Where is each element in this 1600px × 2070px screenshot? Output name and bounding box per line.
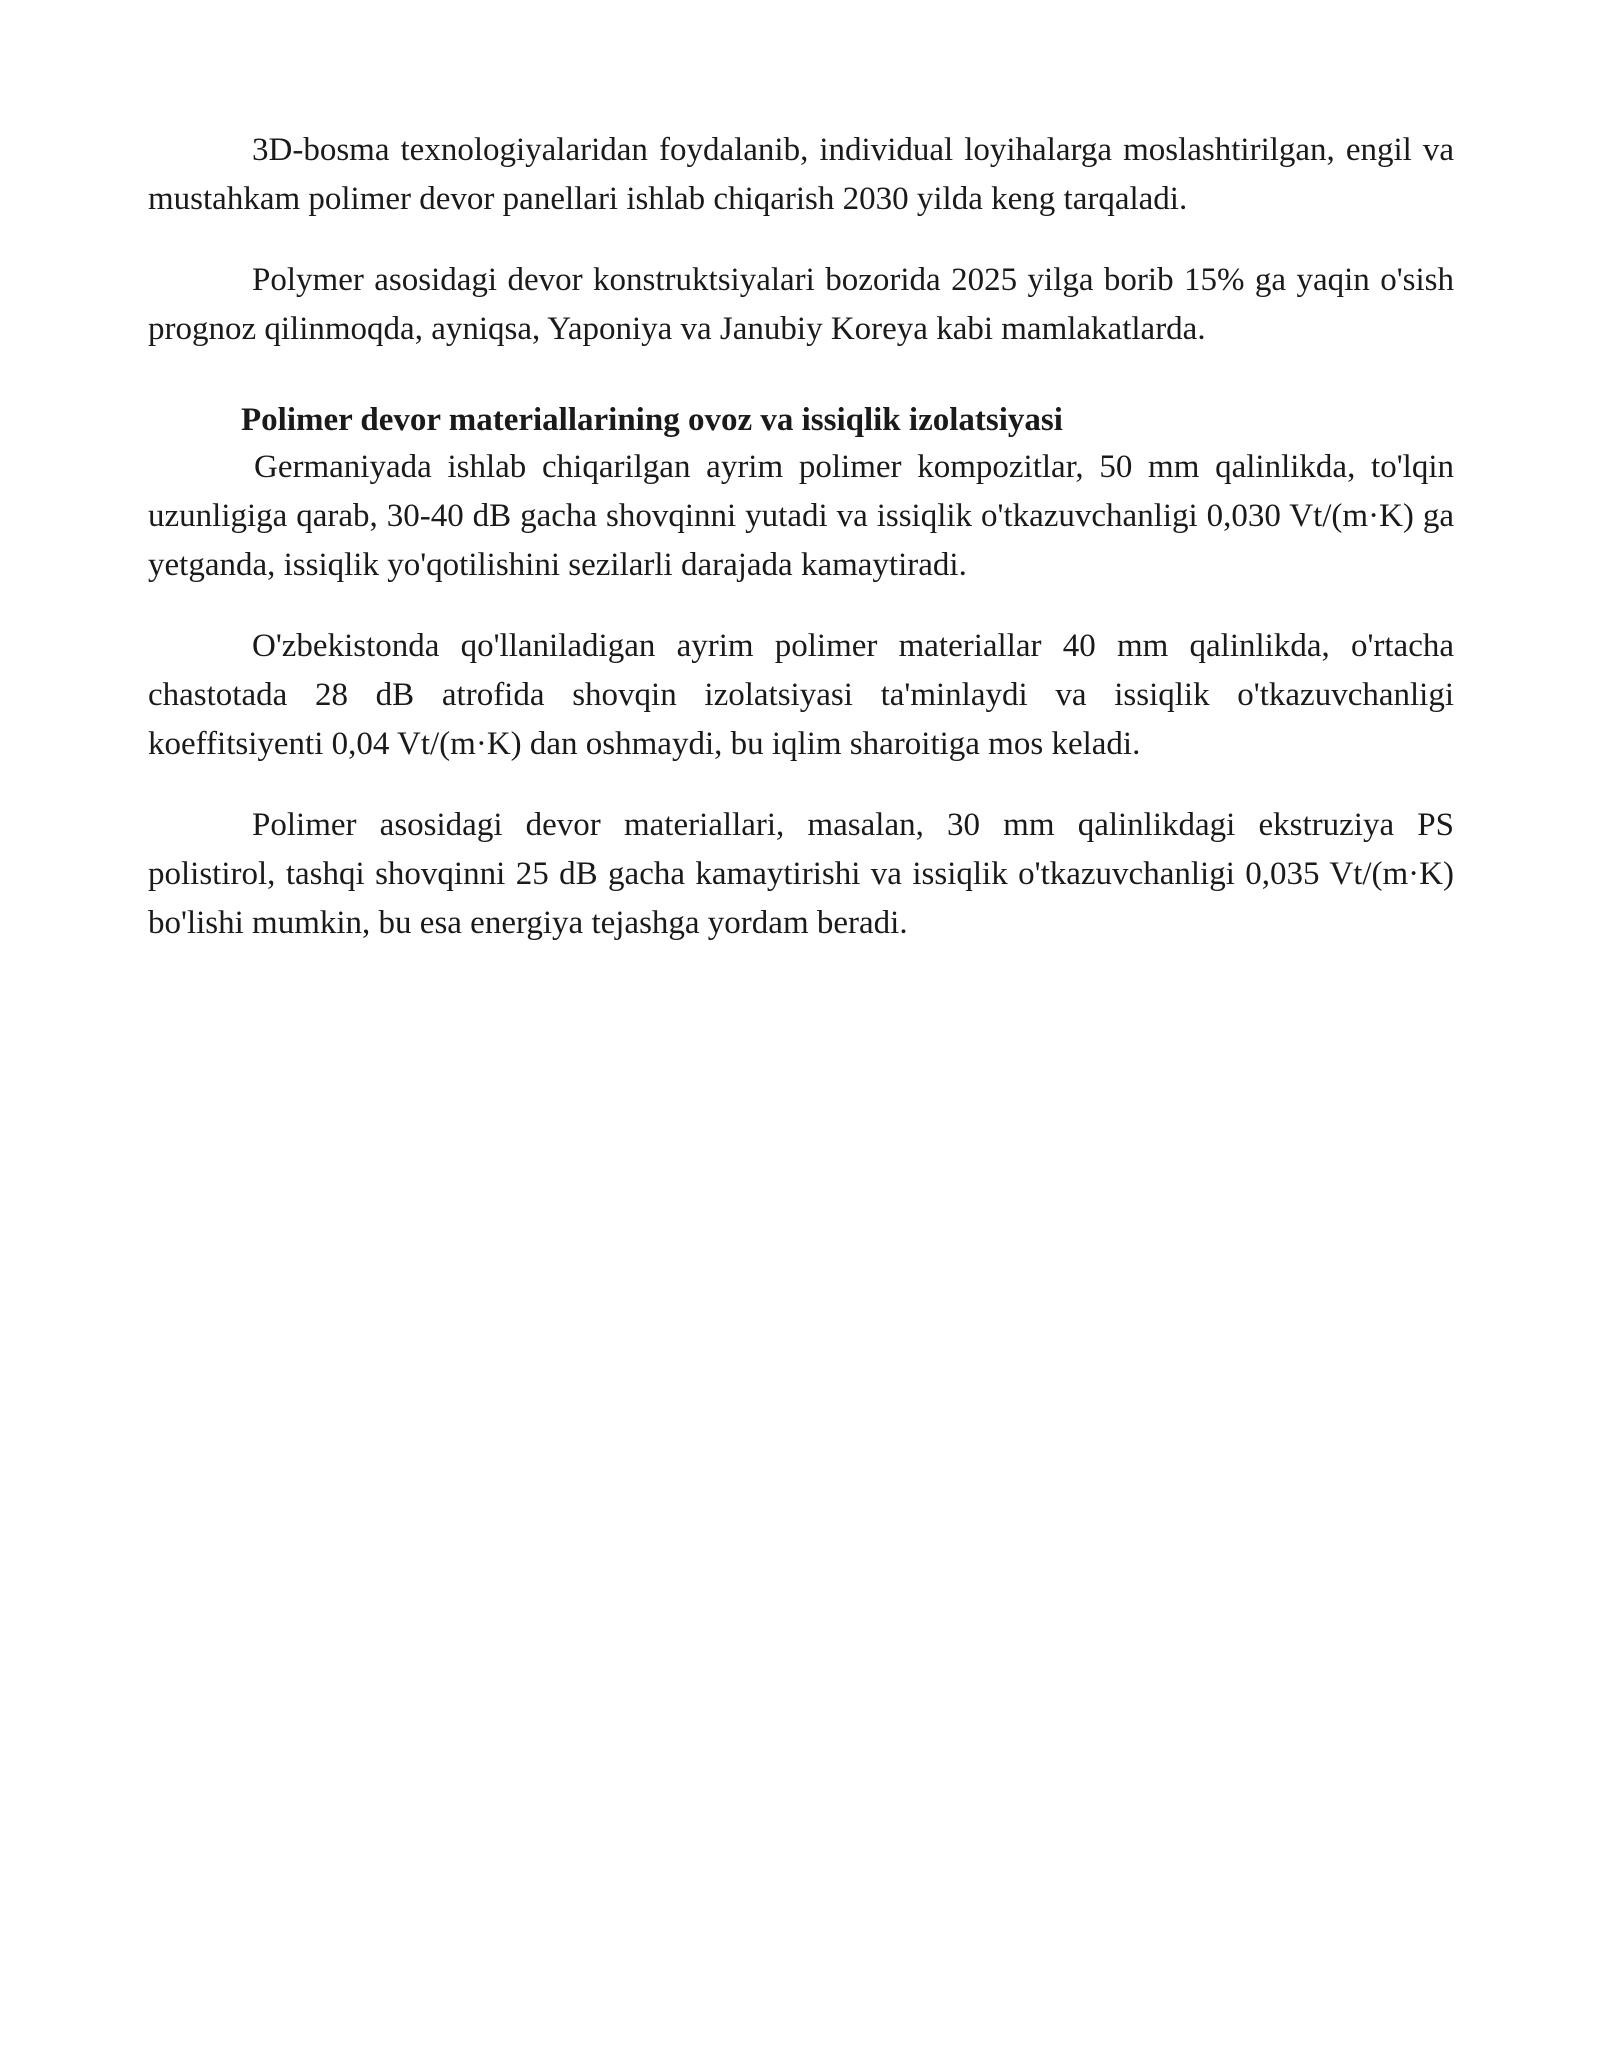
paragraph-spacer bbox=[148, 224, 1454, 256]
paragraph-spacer bbox=[148, 590, 1454, 622]
paragraph-polystyrene: Polimer asosidagi devor materiallari, masalan, 30 mm qalinlikdagi ekstruziya PS polistirol, tashqi shovqinni 25 dB gacha kamaytirishi va issiqlik o'tkazuvchanligi 0,035 Vt/(m·K) bo'lishi mumkin, bu esa energiya tejashga yordam beradi. bbox=[148, 807, 1454, 941]
paragraph-uzbekistan: O'zbekistonda qo'llaniladigan ayrim polimer materiallar 40 mm qalinlikda, o'rtacha chastotada 28 dB atrofida shovqin izolatsiyasi ta'minlaydi va issiqlik o'tkazuvchanligi koeffitsiyenti 0,04 Vt/(m·K) dan oshmaydi, bu iqlim sharoitiga mos keladi. bbox=[148, 628, 1454, 762]
section-heading: Polimer devor materiallarining ovoz va issiqlik izolatsiyasi bbox=[241, 402, 1063, 438]
paragraph-germany: Germaniyada ishlab chiqarilgan ayrim polimer kompozitlar, 50 mm qalinlikda, to'lqin uzunligiga qarab, 30-40 dB gacha shovqinni yutadi va issiqlik o'tkazuvchanligi 0,030 Vt/(m·K) ga yetganda, issiqlik yo'qotilishini sezilarli darajada kamaytiradi. bbox=[148, 449, 1454, 583]
section-spacer bbox=[148, 354, 1454, 397]
paragraph-market-growth: Polymer asosidagi devor konstruktsiyalari bozorida 2025 yilga borib 15% ga yaqin o'sish prognoz qilinmoqda, ayniqsa, Yaponiya va Janubiy Koreya kabi mamlakatlarda. bbox=[148, 262, 1454, 347]
document-body bbox=[148, 126, 1454, 948]
paragraph-spacer bbox=[148, 769, 1454, 801]
paragraph-3d-printing: 3D-bosma texnologiyalaridan foydalanib, individual loyihalarga moslashtirilgan, engil va mustahkam polimer devor panellari ishlab chiqarish 2030 yilda keng tarqaladi. bbox=[148, 132, 1454, 217]
